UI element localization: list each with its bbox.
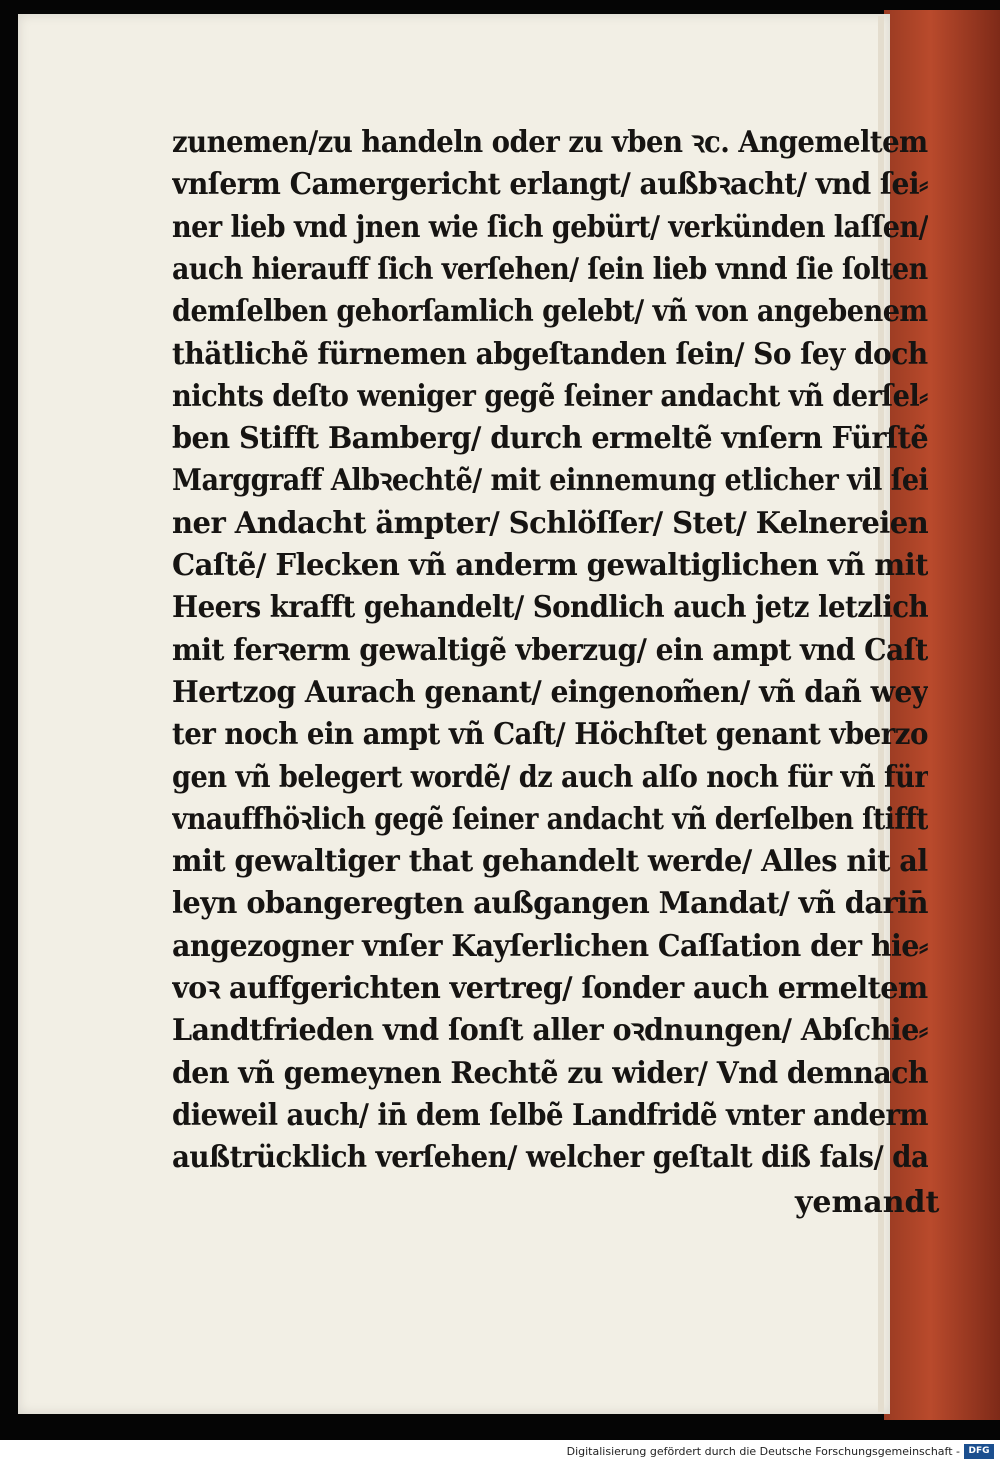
- text-line: vnſerm Camergericht erlangt/ außbꝛacht/ vnd ſei⸗: [172, 167, 928, 203]
- text-line: Caſtẽ/ Flecken vñ anderm gewaltiglichen vñ mit: [172, 548, 928, 583]
- text-line: angezogner vnſer Kayſerlichen Caſſation der hie⸗: [172, 928, 928, 964]
- text-line: zunemen/zu handeln oder zu vben ꝛc. Angemeltem: [172, 125, 928, 160]
- text-line: Landtfrieden vnd ſonſt aller oꝛdnungen/ Abſchie⸗: [172, 1013, 928, 1049]
- text-line: voꝛ auffgerichten vertreg/ ſonder auch ermeltem: [172, 971, 928, 1006]
- text-line: auch hierauff ſich verſehen/ ſein lieb vnnd ſie ſolten: [172, 251, 928, 287]
- text-line: nichts deſto weniger gegẽ ſeiner andacht vñ derſel⸗: [172, 378, 928, 414]
- text-line: außtrücklich verſehen/ welcher geſtalt diß fals/ da: [172, 1140, 928, 1176]
- text-block: [172, 120, 934, 1200]
- text-line: Hertzog Aurach genant/ eingenom̃en/ vñ dañ wey: [172, 674, 928, 710]
- funding-credit: Digitalisierung gefördert durch die Deutsche Forschungsgemeinschaft -: [566, 1445, 960, 1458]
- text-line: mit ferꝛerm gewaltigẽ vberzug/ ein ampt vnd Caſt: [172, 632, 928, 668]
- text-line: thätlichẽ fürnemen abgeſtanden ſein/ So ſey doch: [172, 336, 928, 372]
- text-line: ben Stifft Bamberg/ durch ermeltẽ vnſern Fürſtẽ: [172, 421, 928, 457]
- text-line: ner lieb vnd jnen wie ſich gebürt/ verkünden laſſen/: [172, 209, 928, 245]
- text-line: vnauffhöꝛlich gegẽ ſeiner andacht vñ derſelben ſtifft: [172, 801, 928, 837]
- text-line: demſelben gehorſamlich gelebt/ vñ von angebenem: [172, 294, 928, 330]
- text-line: gen vñ belegert wordẽ/ dz auch alſo noch für vñ für: [172, 759, 928, 795]
- dfg-logo-icon: DFG: [964, 1444, 994, 1459]
- text-line: ter noch ein ampt vñ Caſt/ Höchſtet genant vberzo: [172, 717, 928, 753]
- text-line: Heers krafft gehandelt/ Sondlich auch jetz letzlich: [172, 590, 928, 626]
- text-line: mit gewaltiger that gehandelt werde/ Alles nit al: [172, 844, 928, 880]
- text-line: ner Andacht ämpter/ Schlöſſer/ Stet/ Kelnereien: [172, 505, 928, 541]
- footer-bar: [0, 1440, 1000, 1465]
- catchword: yemandt: [795, 1185, 940, 1220]
- text-line: den vñ gemeynen Rechtẽ zu wider/ Vnd demnach: [172, 1055, 928, 1091]
- text-line: leyn obangeregten außgangen Mandat/ vñ darin̄: [172, 886, 928, 922]
- text-line: Marggraff Albꝛechtẽ/ mit einnemung etlicher vil ſei: [172, 463, 928, 499]
- text-line: dieweil auch/ in̄ dem ſelbẽ Landfridẽ vnter anderm: [172, 1097, 928, 1133]
